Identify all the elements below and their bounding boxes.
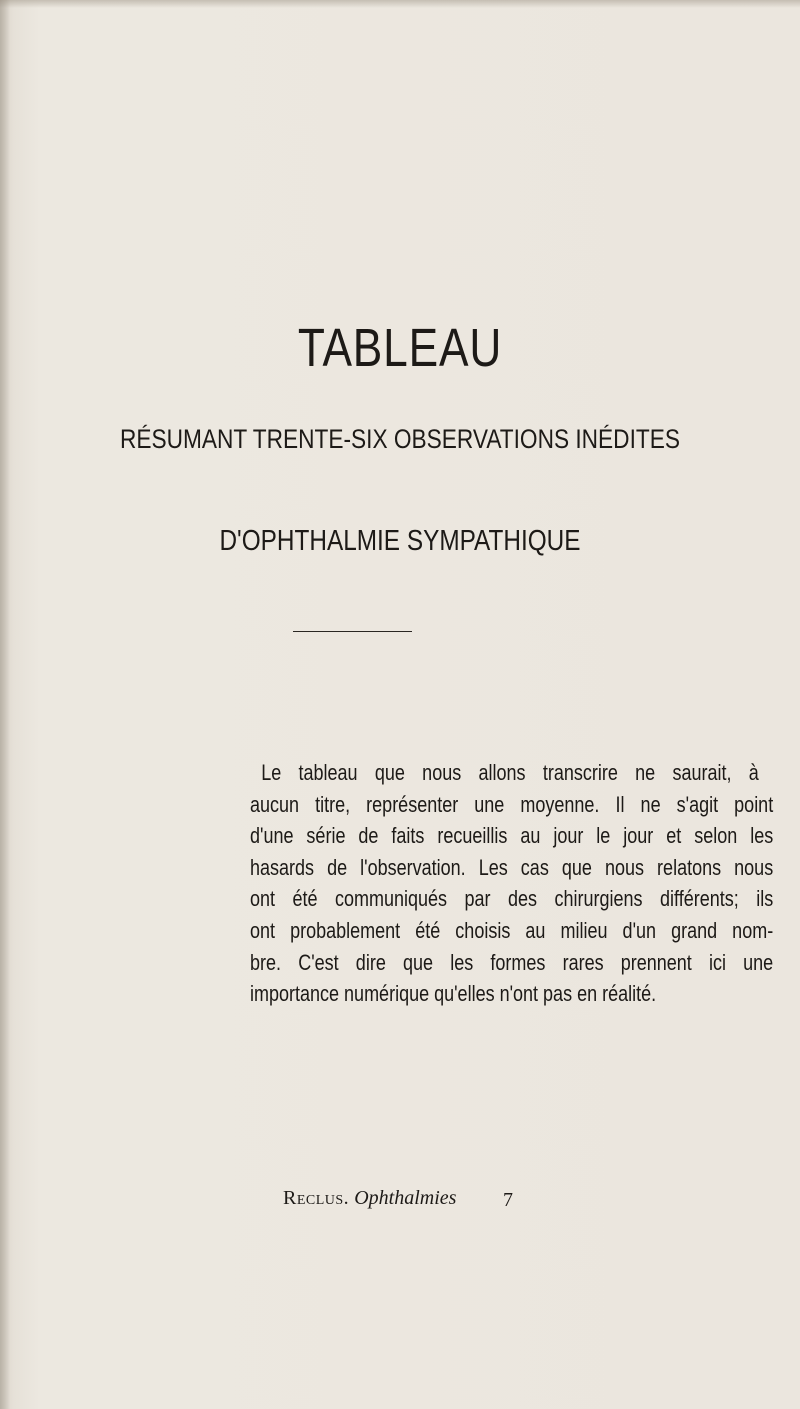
footer-work-title: Ophthalmies: [354, 1187, 457, 1209]
section-divider: [293, 631, 412, 632]
footer-author: Reclus.: [283, 1187, 350, 1209]
paragraph-line: ont probablement été choisis au milieu d'un grand nom-: [250, 917, 774, 943]
paragraph-line: Le tableau que nous allons transcrire ne saurait, à: [261, 760, 759, 785]
page-title: TABLEAU: [297, 318, 503, 378]
paragraph-line: d'une série de faits recueillis au jour le jour et selon les: [250, 823, 774, 849]
paragraph-line: bre. C'est dire que les formes rares prennent ici une: [250, 949, 774, 975]
paragraph-line: hasards de l'observation. Les cas que nous relatons nous: [250, 854, 774, 880]
paragraph-line: aucun titre, représenter une moyenne. Il ne s'agit point: [250, 791, 774, 817]
signature-footer: [283, 1186, 456, 1210]
paragraph-line: ont été communiqués par des chirurgiens différents; ils: [250, 886, 774, 912]
page-subtitle: RÉSUMANT TRENTE-SIX OBSERVATIONS INÉDITES: [120, 424, 680, 454]
body-paragraph: [250, 757, 800, 1010]
signature-mark: 7: [503, 1189, 513, 1211]
top-edge-shadow: [0, 0, 800, 8]
paragraph-line: importance numérique qu'elles n'ont pas en réalité.: [250, 981, 657, 1007]
page-subtitle-2: D'OPHTHALMIE SYMPATHIQUE: [219, 525, 581, 557]
spine-shadow: [0, 0, 10, 1409]
